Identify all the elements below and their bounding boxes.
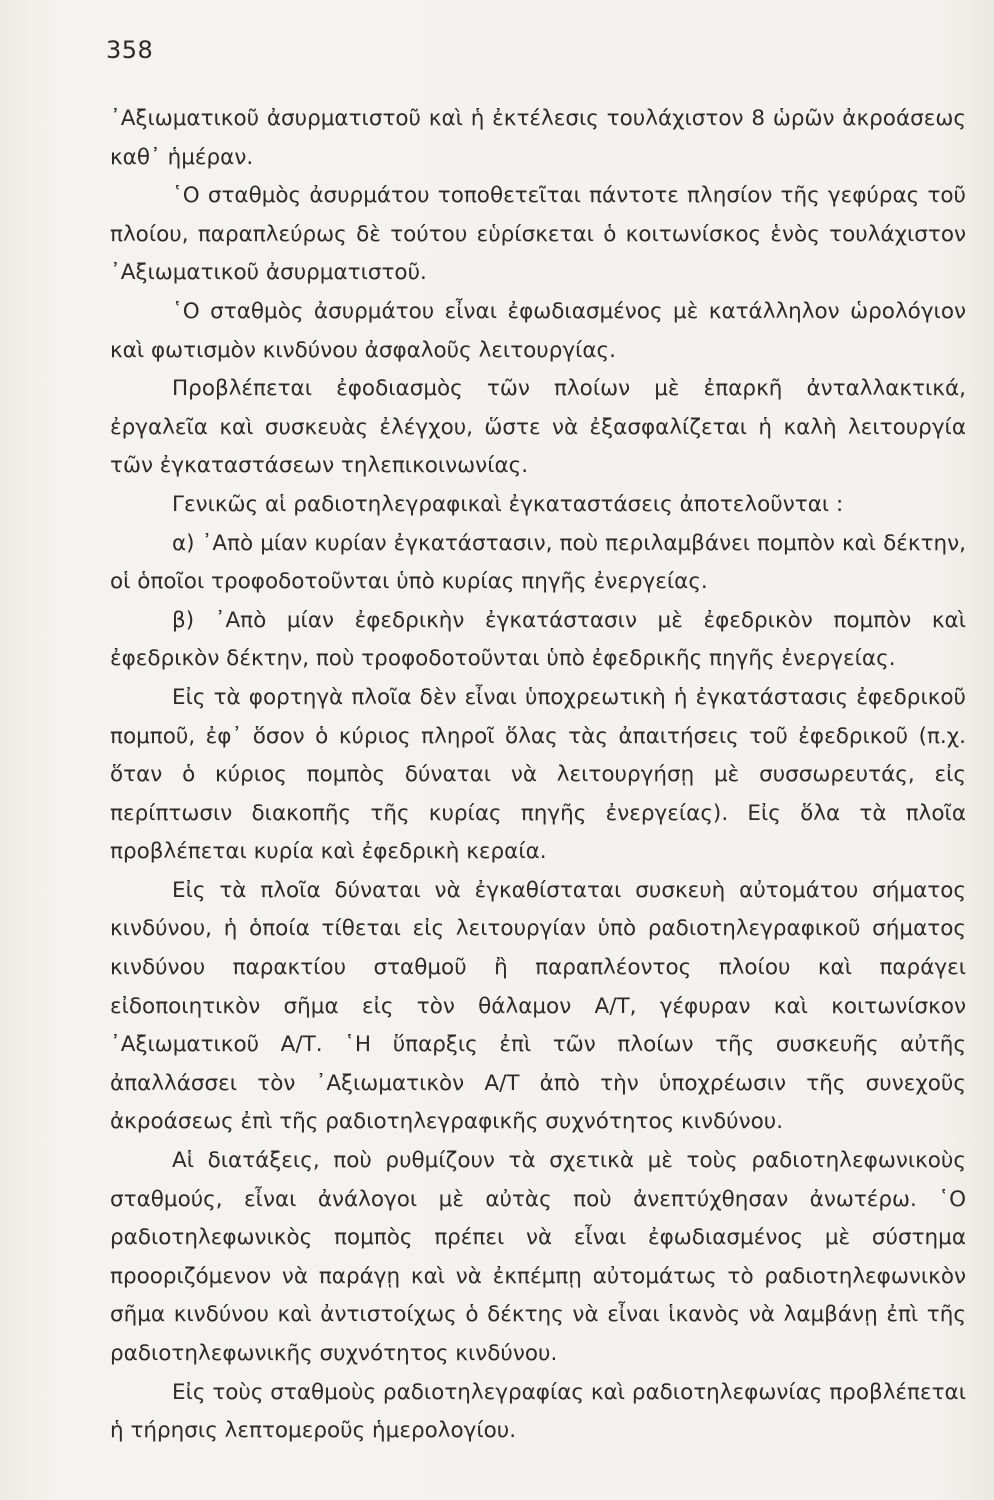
body-text [110,100,966,1451]
page-number: 358 [106,36,154,64]
paragraph: Εἰς τοὺς σταθμοὺς ραδιοτηλεγραφίας καὶ ραδιοτηλεφωνίας προβλέπεται ἡ τήρησις λεπτομεροῦς ἡμερολογίου. [110,1379,967,1444]
paragraph: ᾿Αξιωματικοῦ ἀσυρματιστοῦ καὶ ἡ ἐκτέλεσις τουλάχιστον 8 ὡρῶν ἀκροάσεως καθ᾿ ἡμέραν. [110,106,966,170]
paragraph: Εἰς τὰ φορτηγὰ πλοῖα δὲν εἶναι ὑποχρεωτικὴ ἡ ἐγκατάστασις ἐφεδρικοῦ πομποῦ, ἐφ᾿ ὅσον ὁ κύριος πληροῖ ὅλας τὰς ἀπαιτήσεις τοῦ ἐφεδρικοῦ (π.χ. ὅταν ὁ κύριος πομπὸς δύναται νὰ λειτουργήσῃ μὲ συσσωρευτάς, εἰς περίπτωσιν διακοπῆς τῆς κυρίας πηγῆς ἐνεργείας). Εἰς ὅλα τὰ πλοῖα προβλέπεται κυρία καὶ ἐφεδρικὴ κεραία. [110,684,966,865]
paragraph: ῾Ο σταθμὸς ἀσυρμάτου εἶναι ἐφωδιασμένος μὲ κατάλληλον ὡρολόγιον καὶ φωτισμὸν κινδύνου ἀσφαλοῦς λειτουργίας. [110,298,966,363]
paragraph: Αἱ διατάξεις, ποὺ ρυθμίζουν τὰ σχετικὰ μὲ τοὺς ραδιοτηλεφωνικοὺς σταθμούς, εἶναι ἀνάλογοι μὲ αὐτὰς ποὺ ἀνεπτύχθησαν ἀνωτέρω. ῾Ο ραδιοτηλεφωνικὸς πομπὸς πρέπει νὰ εἶναι ἐφωδιασμένος μὲ σύστημα προοριζόμενον νὰ παράγῃ καὶ νὰ ἐκπέμπῃ αὐτομάτως τὸ ραδιοτηλεφωνικὸν σῆμα κινδύνου καὶ ἀντιστοίχως ὁ δέκτης νὰ εἶναι ἱκανὸς νὰ λαμβάνῃ ἐπὶ τῆς ραδιοτηλεφωνικῆς συχνότητος κινδύνου. [110,1148,966,1366]
paragraph: Προβλέπεται ἐφοδιασμὸς τῶν πλοίων μὲ ἐπαρκῆ ἀνταλλακτικά, ἐργαλεῖα καὶ συσκευὰς ἐλέγχου, ὥστε νὰ ἐξασφαλίζεται ἡ καλὴ λειτουργία τῶν ἐγκαταστάσεων τηλεπικοινωνίας. [110,376,966,479]
list-item-alpha: α) ᾿Απὸ μίαν κυρίαν ἐγκατάστασιν, ποὺ περιλαμβάνει πομπὸν καὶ δέκτην, οἱ ὁποῖοι τροφοδοτοῦνται ὑπὸ κυρίας πηγῆς ἐνεργείας. [110,530,966,595]
paragraph: Γενικῶς αἱ ραδιοτηλεγραφικαὶ ἐγκαταστάσεις ἀποτελοῦνται : [172,491,844,517]
paragraph: ῾Ο σταθμὸς ἀσυρμάτου τοποθετεῖται πάντοτε πλησίον τῆς γεφύρας τοῦ πλοίου, παραπλεύρως δὲ τούτου εὑρίσκεται ὁ κοιτωνίσκος ἑνὸς τουλάχιστον ᾿Αξιωματικοῦ ἀσυρματιστοῦ. [110,183,966,286]
paragraph: Εἰς τὰ πλοῖα δύναται νὰ ἐγκαθίσταται συσκευὴ αὐτομάτου σήματος κινδύνου, ἡ ὁποία τίθεται εἰς λειτουργίαν ὑπὸ ραδιοτηλεγραφικοῦ σήματος κινδύνου παρακτίου σταθμοῦ ἢ παραπλέοντος πλοίου καὶ παράγει εἰδοποιητικὸν σῆμα εἰς τὸν θάλαμον Α/Τ, γέφυραν καὶ κοιτωνίσκον ᾿Αξιωματικοῦ Α/Τ. ῾Η ὕπαρξις ἐπὶ τῶν πλοίων τῆς συσκευῆς αὐτῆς ἀπαλλάσσει τὸν ᾿Αξιωματικὸν Α/Τ ἀπὸ τὴν ὑποχρέωσιν τῆς συνεχοῦς ἀκροάσεως ἐπὶ τῆς ραδιοτηλεγραφικῆς συχνότητος κινδύνου. [110,877,966,1135]
list-item-beta: β) ᾿Απὸ μίαν ἐφεδρικὴν ἐγκατάστασιν μὲ ἐφεδρικὸν πομπὸν καὶ ἐφεδρικὸν δέκτην, ποὺ τροφοδοτοῦνται ὑπὸ ἐφεδρικῆς πηγῆς ἐνεργείας. [110,607,966,672]
